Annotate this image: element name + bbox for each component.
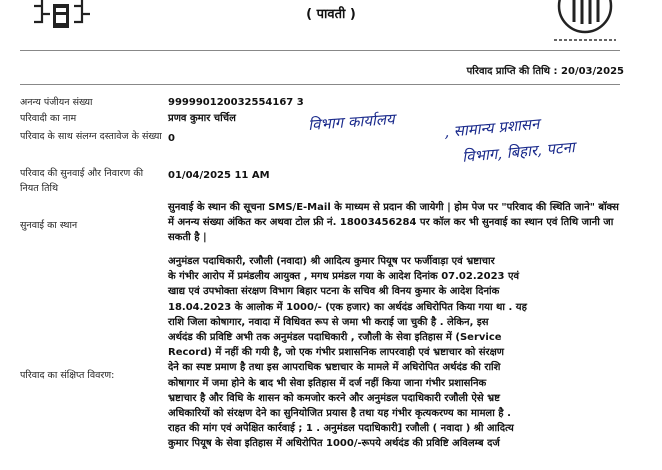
section-divider xyxy=(20,84,620,85)
hearing-place-label: सुनवाई का स्थान xyxy=(20,220,78,231)
receipt-date-value: 20/03/2025 xyxy=(561,66,624,77)
receipt-date-label: परिवाद प्राप्ति की तिथि : xyxy=(466,66,558,77)
handwritten-note-line1: विभाग कार्यालय xyxy=(307,109,396,135)
header-divider xyxy=(20,50,620,51)
summary-line: राशि जिला कोषागार, नवादा में विधिवत रूप से जमा भी कराई जा चुकी है . लेकिन, इस xyxy=(168,316,489,328)
handwritten-note-line3: विभाग, बिहार, पटना xyxy=(461,138,576,166)
summary-line: अर्थदंड की प्रविष्टि अभी तक अनुमंडल पदाधिकारी , रजौली के सेवा इतिहास में (Service xyxy=(168,332,502,344)
summary-line: के गंभीर आरोप में प्रमंडलीय आयुक्त , मगध प्रमंडल गया के आदेश दिनांक 07.02.2023 एवं xyxy=(168,271,520,283)
attached-documents-label: परिवाद के साथ संलग्न दस्तावेज के संख्या xyxy=(20,131,162,142)
hearing-date-value: 01/04/2025 11 AM xyxy=(168,170,270,181)
attached-documents-value: 0 xyxy=(168,133,175,144)
complainant-name-value: प्रणव कुमार चर्चिल xyxy=(168,113,236,124)
summary-line: अनुमंडल पदाधिकारी, रजौली (नवादा) श्री आदित्य कुमार पियूष पर फर्जीवाड़ा एवं भ्रष्टाचार xyxy=(168,256,495,267)
summary-label: परिवाद का संक्षिप्त विवरण: xyxy=(20,370,115,381)
handwritten-note-line2: , सामान्य प्रशासन xyxy=(443,114,541,142)
receipt-date xyxy=(467,63,624,77)
hearing-date-label: परिवाद की सुनवाई और निवारण की नियत तिथि xyxy=(20,168,144,194)
complaint-summary xyxy=(168,254,628,452)
summary-line: 18.04.2023 के आलोक में 1000/- (एक हजार) का अर्थदंड अधिरोपित किया गया था . यह xyxy=(168,301,527,313)
hearing-place-value: सुनवाई के स्थान की सूचना SMS/E-Mail के माध्यम से प्रदान की जायेगी | होम पेज पर "परिवाद की स्थिति जाने" बॉक्स में अनन्य संख्या अंकित कर अथवा टोल फ्री नं. 18003456284 पर कॉल कर भी सुनवाई का स्थान एवं तिथि जानी जा सकती है | xyxy=(168,202,619,243)
summary-line: राहत की मांग एवं अपेक्षित कार्रवाई ; 1 . अनुमंडल पदाधिकारी] रजौली ( नवादा ) श्री आदित्य xyxy=(168,423,514,435)
seal-icon xyxy=(540,0,630,44)
summary-line: भ्रष्टाचार है और विधि के शासन को कमजोर करने और अनुमंडल पदाधिकारी रजौली ऐसे भ्रष्ट xyxy=(168,392,500,404)
summary-line: देने का स्पष्ट प्रमाण है तथा इस आपराधिक भ्रष्टाचार के मामले में अधिरोपित अर्थदंड की राशि xyxy=(168,362,501,374)
summary-line: अधिकारियों को संरक्षण देने का सुनियोजित प्रयास है तथा यह गंभीर कृत्यकरण्य का मामला है . xyxy=(168,408,511,420)
summary-line: Record) में नहीं की गयी है, जो एक गंभीर प्रशासनिक लापरवाही एवं भ्रष्टाचार को संरक्षण xyxy=(168,347,505,359)
registration-number-label: अनन्य पंजीयन संख्या xyxy=(20,97,93,108)
complainant-name-label: परिवादी का नाम xyxy=(20,113,77,124)
summary-line: कुमार पियूष के सेवा इतिहास में अधिरोपित 1000/-रूपये अर्थदंड की प्रविष्टि अविलम्ब दर्ज xyxy=(168,438,500,450)
summary-line: खाद्य एवं उपभोक्ता संरक्षण विभाग बिहार पटना के सचिव श्री विनय कुमार के आदेश दिनांक xyxy=(168,286,500,298)
document-type: ( पावती ) xyxy=(306,7,356,22)
registration-number-value: 999990120032554167 3 xyxy=(168,97,304,108)
summary-line: कोषागार में जमा होने के बाद भी सेवा इतिहास में दर्ज नहीं किया जाना गंभीर प्रशासनिक xyxy=(168,377,487,389)
